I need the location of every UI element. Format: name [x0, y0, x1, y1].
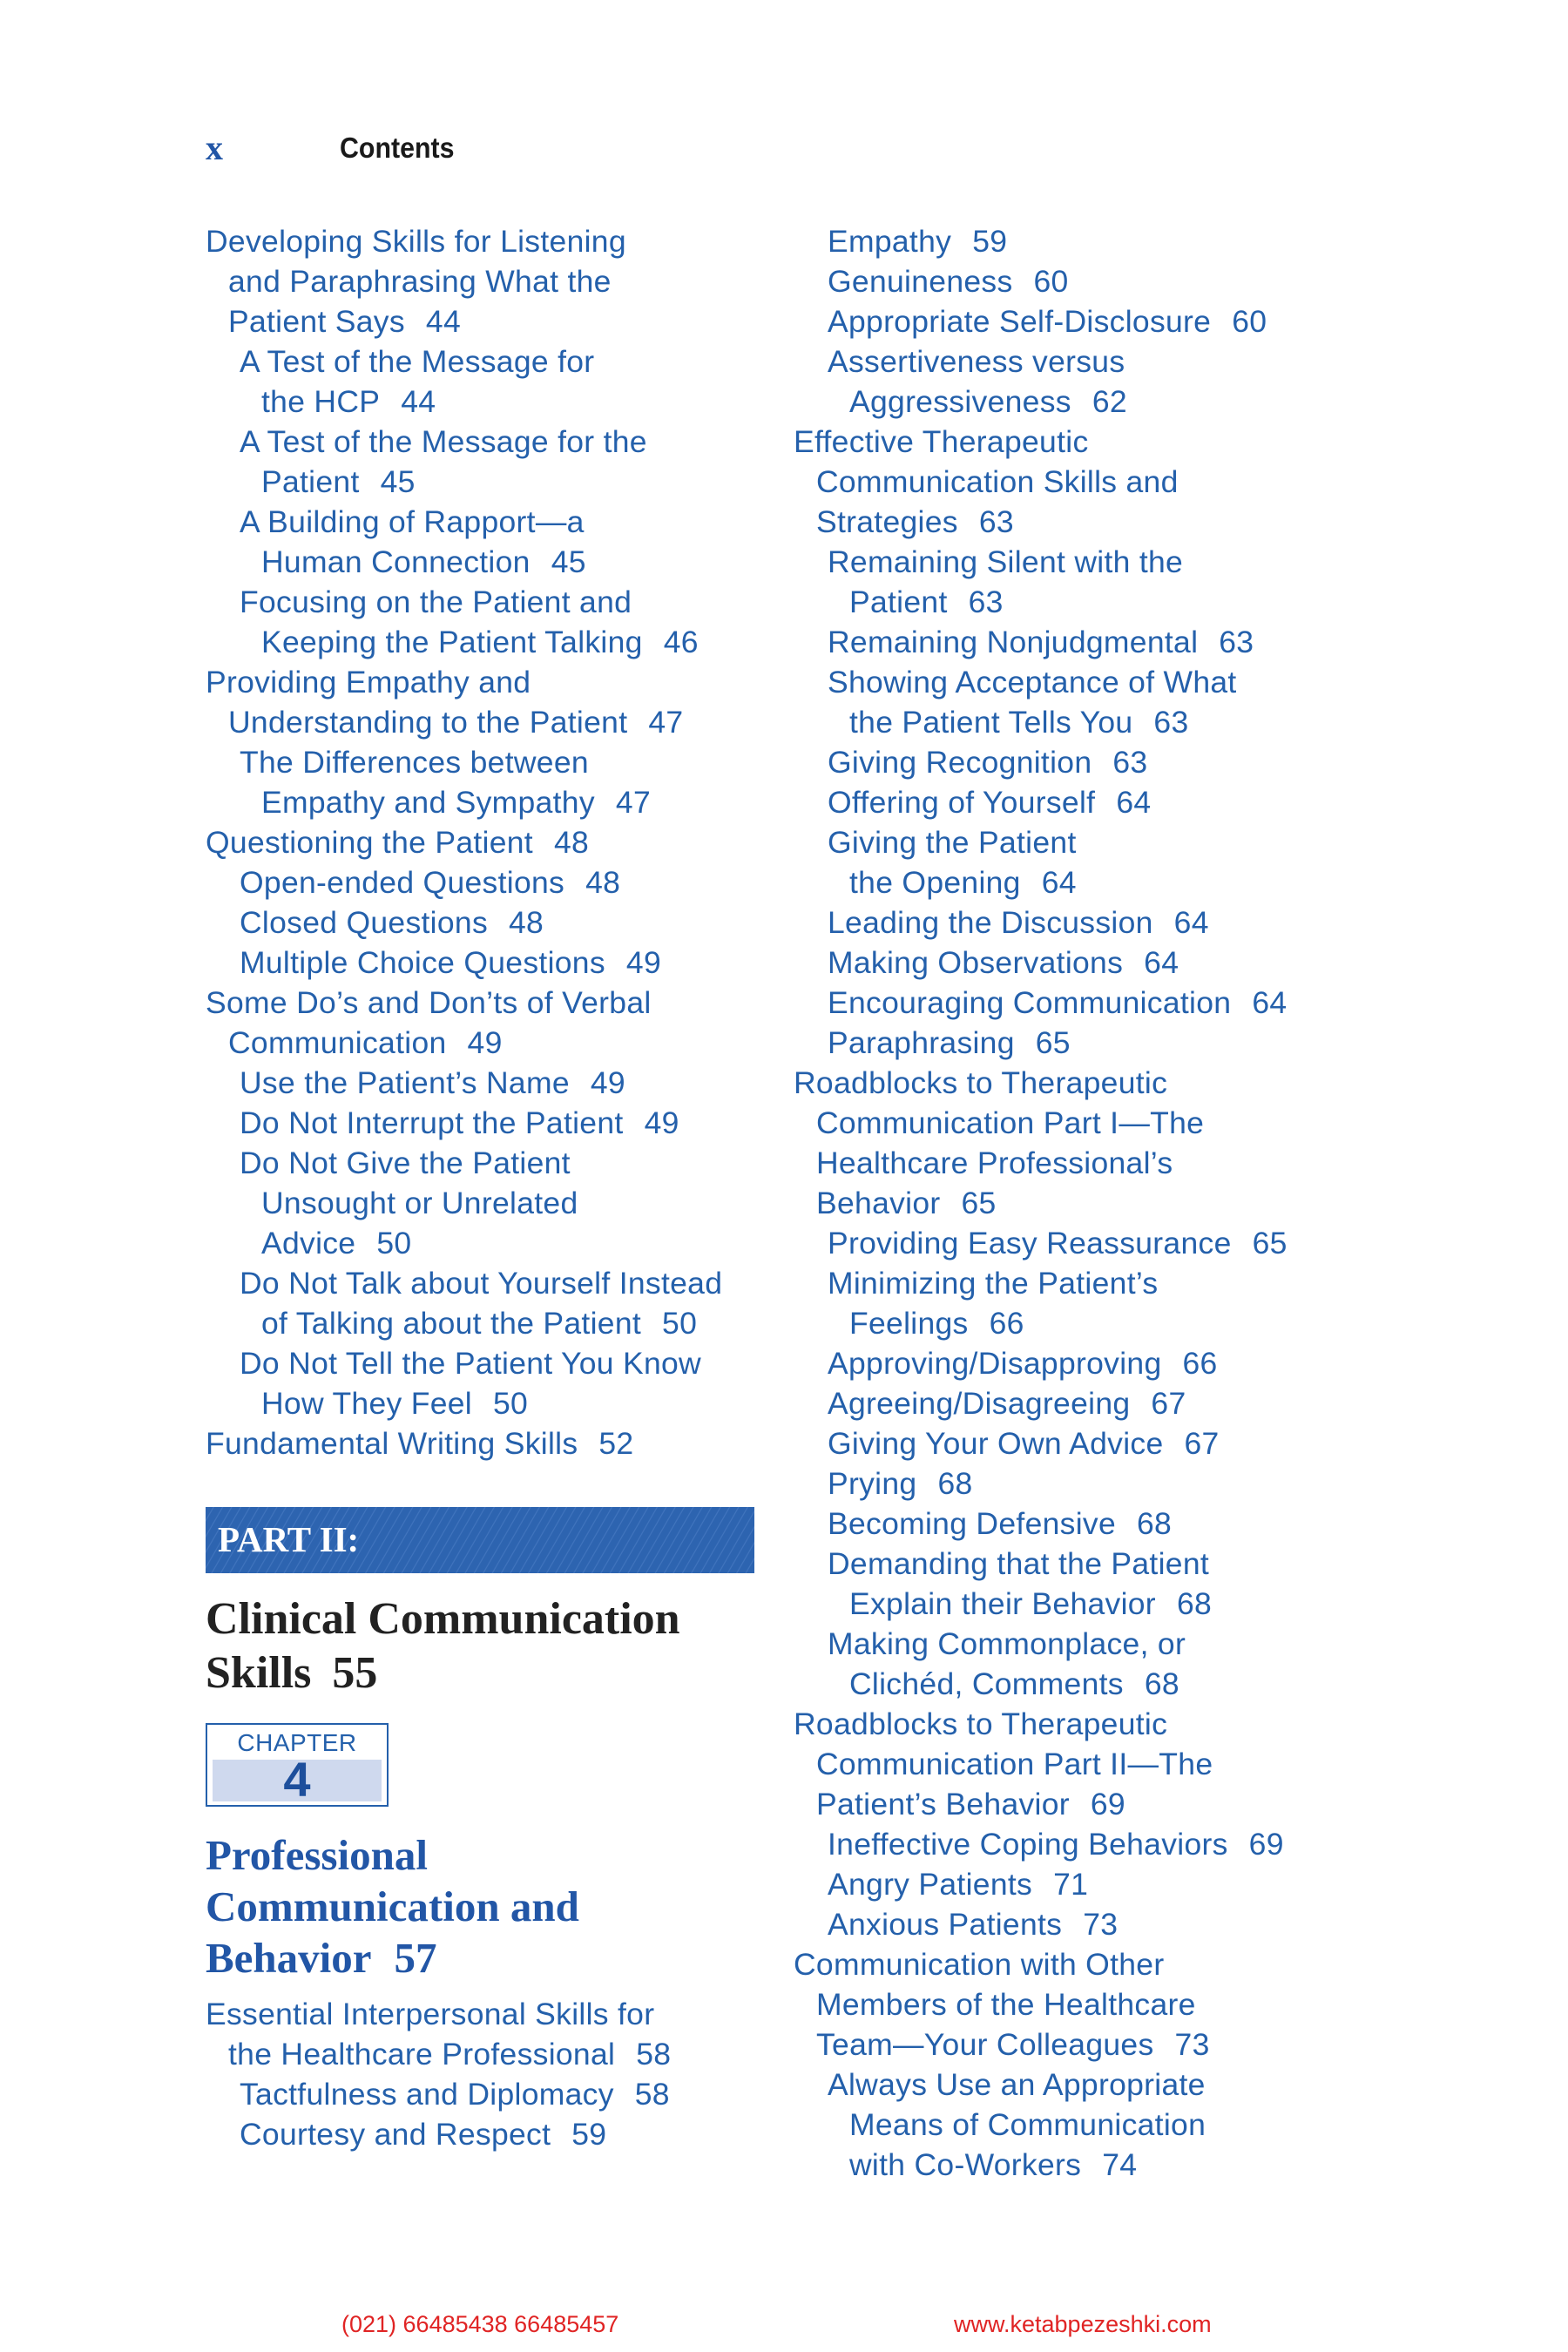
toc-entry-line [240, 382, 763, 422]
toc-subsection-entry[interactable] [206, 341, 763, 422]
page-folio: x [206, 128, 223, 167]
toc-entry-text: Patient’s Behavior [816, 1787, 1070, 1821]
toc-subsection-entry[interactable] [794, 261, 1351, 301]
toc-entry-text: Human Connection [261, 544, 531, 579]
toc-page-number: 49 [644, 1105, 679, 1140]
toc-entry-line [828, 1504, 1351, 1544]
toc-entry-line [828, 1584, 1351, 1624]
toc-subsection-entry[interactable] [794, 782, 1351, 822]
toc-subsection-entry[interactable] [206, 2074, 763, 2114]
toc-subsection-entry[interactable] [794, 341, 1351, 422]
toc-subsection-entry[interactable] [794, 1223, 1351, 1263]
toc-subsection-entry[interactable] [206, 1343, 763, 1423]
toc-page-number: 63 [968, 585, 1004, 619]
toc-entry-line [828, 862, 1351, 902]
toc-entry-line [240, 502, 763, 542]
toc-entry-text: Roadblocks to Therapeutic [794, 1065, 1168, 1100]
toc-subsection-entry[interactable] [794, 1864, 1351, 1904]
toc-entry-text: Do Not Interrupt the Patient [240, 1105, 624, 1140]
toc-entry-text: Healthcare Professional’s [816, 1146, 1173, 1180]
toc-entry-text: Communication Part II—The [816, 1747, 1213, 1781]
toc-entry-text: Multiple Choice Questions [240, 945, 605, 980]
toc-page-number: 50 [376, 1226, 412, 1260]
toc-page-number: 50 [492, 1386, 529, 1421]
toc-subsection-entry[interactable] [794, 1383, 1351, 1423]
toc-subsection-entry[interactable] [794, 1624, 1351, 1704]
toc-subsection-entry[interactable] [206, 422, 763, 502]
chapter-title-text: Behavior [206, 1934, 372, 1982]
toc-page-number: 45 [551, 544, 586, 579]
toc-entries-group [206, 221, 763, 1463]
toc-page-number: 64 [1116, 785, 1152, 820]
toc-entry-text: Minimizing the Patient’s [828, 1266, 1159, 1301]
toc-entry-text: Open-ended Questions [240, 865, 565, 900]
toc-entry-line [240, 1303, 763, 1343]
toc-page-number: 63 [978, 504, 1014, 539]
toc-page-number: 66 [989, 1306, 1024, 1341]
toc-entry-text: Effective Therapeutic [794, 424, 1089, 459]
part-banner [206, 1507, 754, 1573]
toc-right-column [794, 221, 1351, 2185]
toc-page-number: 63 [1153, 705, 1189, 740]
toc-entry-line [794, 1063, 1351, 1103]
toc-entry-text: Prying [828, 1466, 917, 1501]
toc-page-number: 60 [1232, 304, 1267, 339]
toc-entry-text: the Healthcare Professional [228, 2037, 616, 2072]
toc-section-entry[interactable] [206, 822, 763, 862]
part-page-number: 55 [332, 1648, 378, 1698]
toc-entry-text: Giving Your Own Advice [828, 1426, 1164, 1461]
toc-entry-line [828, 1463, 1351, 1504]
toc-page-number: 73 [1174, 2027, 1210, 2062]
toc-subsection-entry[interactable] [206, 2114, 763, 2154]
toc-entry-text: Do Not Talk about Yourself Instead [240, 1266, 723, 1301]
toc-entry-line [206, 662, 763, 702]
toc-entry-text: Showing Acceptance of What [828, 665, 1237, 700]
toc-entry-line [206, 1994, 763, 2034]
toc-entry-text: Making Commonplace, or [828, 1626, 1186, 1661]
toc-page-number: 44 [401, 384, 436, 419]
toc-section-entry[interactable] [794, 422, 1351, 542]
toc-entry-line [240, 1183, 763, 1223]
toc-subsection-entry[interactable] [206, 1263, 763, 1343]
toc-entry-line [240, 341, 763, 382]
toc-entry-text: Means of Communication [849, 2107, 1206, 2142]
toc-page-number: 63 [1112, 745, 1148, 780]
toc-entries-group [794, 221, 1351, 2185]
toc-page-number: 64 [1173, 905, 1209, 940]
toc-entry-line [240, 862, 763, 902]
toc-entry-text: Aggressiveness [849, 384, 1071, 419]
toc-entry-line [828, 382, 1351, 422]
toc-page-number: 68 [1136, 1506, 1173, 1541]
toc-page-number: 68 [937, 1466, 973, 1501]
toc-entry-text: Questioning the Patient [206, 825, 533, 860]
toc-page-number: 65 [1035, 1025, 1071, 1060]
toc-entry-line [240, 1063, 763, 1103]
toc-entry-line [240, 782, 763, 822]
toc-entry-line [794, 1784, 1351, 1824]
toc-entry-line [794, 2024, 1351, 2065]
toc-entry-text: Providing Easy Reassurance [828, 1226, 1232, 1260]
toc-page-number: 60 [1033, 264, 1069, 299]
toc-entry-line [828, 582, 1351, 622]
toc-entry-line [240, 1383, 763, 1423]
toc-entry-line [794, 422, 1351, 462]
toc-page-number: 65 [1252, 1226, 1288, 1260]
toc-entry-text: Making Observations [828, 945, 1124, 980]
toc-subsection-entry[interactable] [206, 742, 763, 822]
toc-entry-line [794, 1744, 1351, 1784]
toc-subsection-entry[interactable] [794, 301, 1351, 341]
toc-section-entry[interactable] [794, 1063, 1351, 1223]
toc-entry-text: Anxious Patients [828, 1907, 1063, 1942]
toc-entry-line [828, 662, 1351, 702]
toc-page-number: 44 [425, 304, 461, 339]
toc-page-number: 58 [636, 2037, 672, 2072]
toc-entry-text: Developing Skills for Listening [206, 224, 626, 259]
toc-entry-text: Agreeing/Disagreeing [828, 1386, 1131, 1421]
toc-subsection-entry[interactable] [206, 1063, 763, 1103]
toc-page-number: 64 [1041, 865, 1077, 900]
toc-entry-line [828, 2145, 1351, 2185]
toc-section-entry[interactable] [206, 221, 763, 341]
toc-entry-text: Remaining Silent with the [828, 544, 1184, 579]
toc-entry-line [828, 1343, 1351, 1383]
toc-entry-text: Communication [228, 1025, 447, 1060]
toc-subsection-entry[interactable] [794, 943, 1351, 983]
toc-subsection-entry[interactable] [794, 742, 1351, 782]
toc-entry-text: A Test of the Message for [240, 344, 595, 379]
toc-page-number: 46 [663, 625, 699, 659]
toc-entry-text: Empathy and Sympathy [261, 785, 595, 820]
toc-page-number: 58 [634, 2077, 670, 2112]
toc-entry-text: with Co-Workers [849, 2147, 1082, 2182]
toc-entry-line [828, 1223, 1351, 1263]
toc-page-number: 52 [598, 1426, 634, 1461]
toc-entry-line [828, 1383, 1351, 1423]
toc-entry-text: Patient [261, 464, 360, 499]
toc-entry-line [240, 622, 763, 662]
toc-entry-text: Paraphrasing [828, 1025, 1015, 1060]
toc-entry-line [240, 742, 763, 782]
toc-entry-line [240, 1343, 763, 1383]
toc-section-entry[interactable] [206, 662, 763, 742]
toc-entry-text: Offering of Yourself [828, 785, 1096, 820]
toc-entry-line [240, 1103, 763, 1143]
toc-entry-text: Explain their Behavior [849, 1586, 1156, 1621]
toc-entry-line [206, 2034, 763, 2074]
toc-entry-text: Encouraging Communication [828, 985, 1232, 1020]
part-title[interactable] [206, 1592, 763, 1700]
toc-page-number: 59 [972, 224, 1008, 259]
toc-entry-line [828, 221, 1351, 261]
toc-entry-text: Essential Interpersonal Skills for [206, 1997, 655, 2031]
toc-entry-line [828, 1423, 1351, 1463]
footer-url[interactable]: www.ketabpezeshki.com [954, 2311, 1212, 2337]
toc-entry-line [206, 1423, 763, 1463]
toc-entry-line [240, 2114, 763, 2154]
toc-page-number: 69 [1248, 1827, 1284, 1862]
toc-entry-line [828, 1023, 1351, 1063]
toc-entries-group [206, 1994, 763, 2154]
toc-entry-text: Strategies [816, 504, 958, 539]
toc-page-number: 59 [571, 2117, 607, 2152]
toc-entry-text: Angry Patients [828, 1867, 1033, 1902]
toc-subsection-entry[interactable] [206, 943, 763, 983]
toc-entry-line [240, 902, 763, 943]
toc-subsection-entry[interactable] [794, 1463, 1351, 1504]
toc-page-number: 49 [590, 1065, 625, 1100]
toc-subsection-entry[interactable] [794, 1343, 1351, 1383]
toc-entry-text: Focusing on the Patient and [240, 585, 632, 619]
toc-entry-line [240, 1223, 763, 1263]
toc-entry-line [828, 782, 1351, 822]
toc-entry-line [240, 582, 763, 622]
toc-entry-line [240, 422, 763, 462]
toc-entry-text: Approving/Disapproving [828, 1346, 1162, 1381]
toc-entry-text: Giving Recognition [828, 745, 1092, 780]
toc-subsection-entry[interactable] [794, 983, 1351, 1023]
toc-entry-line [828, 2105, 1351, 2145]
toc-entry-line [828, 742, 1351, 782]
toc-entry-text: the HCP [261, 384, 381, 419]
toc-entry-line [828, 542, 1351, 582]
toc-entry-line [828, 902, 1351, 943]
toc-entry-line [794, 1143, 1351, 1183]
toc-entry-line [828, 1864, 1351, 1904]
toc-page-number: 49 [625, 945, 661, 980]
toc-page-number: 68 [1176, 1586, 1213, 1621]
toc-subsection-entry[interactable] [206, 902, 763, 943]
toc-entry-line [206, 221, 763, 261]
toc-entry-text: Some Do’s and Don’ts of Verbal [206, 985, 652, 1020]
toc-entry-text: of Talking about the Patient [261, 1306, 642, 1341]
toc-page-number: 66 [1182, 1346, 1218, 1381]
toc-entry-text: Patient Says [228, 304, 405, 339]
toc-entry-line [206, 261, 763, 301]
toc-entry-text: Use the Patient’s Name [240, 1065, 570, 1100]
toc-entry-line [828, 943, 1351, 983]
toc-entry-line [828, 1263, 1351, 1303]
toc-entry-text: A Test of the Message for the [240, 424, 647, 459]
toc-page-number: 45 [380, 464, 416, 499]
toc-page-number: 67 [1151, 1386, 1186, 1421]
toc-subsection-entry[interactable] [794, 1824, 1351, 1864]
toc-subsection-entry[interactable] [206, 862, 763, 902]
toc-subsection-entry[interactable] [794, 622, 1351, 662]
toc-page-number: 49 [467, 1025, 503, 1060]
toc-subsection-entry[interactable] [206, 502, 763, 582]
toc-entry-line [206, 301, 763, 341]
toc-entry-text: Roadblocks to Therapeutic [794, 1707, 1168, 1741]
running-head: Contents [340, 132, 455, 164]
toc-subsection-entry[interactable] [794, 1904, 1351, 1944]
toc-section-entry[interactable] [206, 983, 763, 1063]
toc-entry-text: and Paraphrasing What the [228, 264, 612, 299]
toc-entry-line [828, 1664, 1351, 1704]
toc-subsection-entry[interactable] [206, 582, 763, 662]
toc-entry-text: Understanding to the Patient [228, 705, 628, 740]
toc-page-number: 47 [648, 705, 684, 740]
toc-subsection-entry[interactable] [794, 662, 1351, 742]
toc-entry-text: Ineffective Coping Behaviors [828, 1827, 1228, 1862]
toc-page-number: 71 [1053, 1867, 1089, 1902]
toc-entry-line [240, 1143, 763, 1183]
toc-entry-text: Fundamental Writing Skills [206, 1426, 578, 1461]
toc-page-number: 48 [585, 865, 621, 900]
toc-entry-line [206, 822, 763, 862]
toc-entry-line [240, 943, 763, 983]
chapter-title[interactable] [206, 1829, 763, 1984]
toc-section-entry[interactable] [794, 1704, 1351, 1824]
toc-entry-line [794, 1944, 1351, 1984]
toc-entry-line [828, 702, 1351, 742]
chapter-box [206, 1723, 389, 1807]
chapter-page-number: 57 [394, 1934, 437, 1982]
toc-entry-line [828, 2065, 1351, 2105]
toc-entry-line [828, 341, 1351, 382]
toc-entry-line [794, 1704, 1351, 1744]
toc-subsection-entry[interactable] [794, 221, 1351, 261]
footer-phone: (021) 66485438 66485457 [341, 2311, 619, 2337]
toc-page-number: 62 [1092, 384, 1127, 419]
toc-subsection-entry[interactable] [794, 2065, 1351, 2185]
toc-entry-line [828, 1824, 1351, 1864]
toc-entry-text: Appropriate Self-Disclosure [828, 304, 1212, 339]
part-title-line: Clinical Communication [206, 1594, 680, 1644]
toc-page-number: 48 [553, 825, 590, 860]
toc-entry-text: Tactfulness and Diplomacy [240, 2077, 614, 2112]
toc-entry-line [828, 1544, 1351, 1584]
toc-entry-line [794, 1103, 1351, 1143]
toc-page-number: 48 [509, 905, 544, 940]
toc-entry-line [828, 261, 1351, 301]
toc-page-number: 65 [961, 1186, 997, 1220]
toc-entry-text: Giving the Patient [828, 825, 1077, 860]
toc-page-number: 63 [1219, 625, 1254, 659]
toc-entry-text: Feelings [849, 1306, 969, 1341]
chapter-title-line: Professional [206, 1831, 428, 1879]
toc-entry-text: Communication Part I—The [816, 1105, 1205, 1140]
toc-section-entry[interactable] [794, 1944, 1351, 2065]
toc-entry-text: Members of the Healthcare [816, 1987, 1196, 2022]
toc-entry-line [206, 983, 763, 1023]
chapter-word: CHAPTER [237, 1729, 357, 1756]
toc-page-number: 64 [1252, 985, 1288, 1020]
toc-section-entry[interactable] [206, 1423, 763, 1463]
toc-entry-line [828, 1624, 1351, 1664]
toc-entry-line [240, 542, 763, 582]
toc-subsection-entry[interactable] [794, 1423, 1351, 1463]
toc-page-number: 73 [1083, 1907, 1119, 1942]
toc-entry-text: Becoming Defensive [828, 1506, 1116, 1541]
toc-entry-text: Leading the Discussion [828, 905, 1153, 940]
toc-entry-text: Providing Empathy and [206, 665, 531, 700]
toc-page-number: 74 [1102, 2147, 1138, 2182]
toc-entry-text: A Building of Rapport—a [240, 504, 585, 539]
toc-entry-line [828, 1904, 1351, 1944]
toc-entry-text: the Opening [849, 865, 1021, 900]
toc-entry-line [828, 983, 1351, 1023]
toc-entry-text: Do Not Tell the Patient You Know [240, 1346, 701, 1381]
toc-page-number: 68 [1144, 1666, 1179, 1701]
toc-entry-text: Always Use an Appropriate [828, 2067, 1206, 2102]
toc-entry-line [828, 822, 1351, 862]
toc-entry-line [206, 702, 763, 742]
toc-page-number: 67 [1184, 1426, 1220, 1461]
toc-entry-text: Do Not Give the Patient [240, 1146, 571, 1180]
toc-page-number: 47 [615, 785, 651, 820]
toc-entry-text: Communication Skills and [816, 464, 1179, 499]
toc-subsection-entry[interactable] [206, 1103, 763, 1143]
toc-left-column [206, 221, 763, 2154]
toc-entry-text: Unsought or Unrelated [261, 1186, 578, 1220]
toc-entry-text: How They Feel [261, 1386, 472, 1421]
toc-entry-text: The Differences between [240, 745, 589, 780]
chapter-title-line-last [206, 1932, 763, 1984]
toc-entry-text: Closed Questions [240, 905, 489, 940]
toc-subsection-entry[interactable] [794, 1504, 1351, 1544]
toc-entry-line [240, 2074, 763, 2114]
toc-section-entry[interactable] [206, 1994, 763, 2074]
toc-entry-text: Advice [261, 1226, 356, 1260]
toc-entry-text: Assertiveness versus [828, 344, 1125, 379]
toc-entry-text: Keeping the Patient Talking [261, 625, 643, 659]
part-title-line-last [206, 1646, 763, 1700]
toc-entry-line [794, 502, 1351, 542]
toc-entry-line [240, 462, 763, 502]
toc-subsection-entry[interactable] [794, 1263, 1351, 1343]
toc-entry-line [794, 1183, 1351, 1223]
toc-entry-text: Communication with Other [794, 1947, 1165, 1982]
toc-entry-line [794, 1984, 1351, 2024]
toc-page-number: 50 [662, 1306, 698, 1341]
toc-entry-text: the Patient Tells You [849, 705, 1133, 740]
toc-entry-text: Courtesy and Respect [240, 2117, 551, 2152]
toc-entry-line [794, 462, 1351, 502]
toc-entry-text: Empathy [828, 224, 952, 259]
chapter-number: 4 [283, 1752, 311, 1807]
toc-entry-text: Remaining Nonjudgmental [828, 625, 1199, 659]
toc-entry-line [828, 301, 1351, 341]
toc-entry-line [828, 1303, 1351, 1343]
toc-entry-text: Demanding that the Patient [828, 1546, 1210, 1581]
toc-entry-text: Clichéd, Comments [849, 1666, 1124, 1701]
toc-subsection-entry[interactable] [206, 1143, 763, 1263]
toc-subsection-entry[interactable] [794, 1544, 1351, 1624]
toc-entry-line [828, 622, 1351, 662]
toc-entry-text: Genuineness [828, 264, 1013, 299]
toc-entry-line [240, 1263, 763, 1303]
toc-page-number: 64 [1144, 945, 1179, 980]
part-title-text: Skills [206, 1648, 312, 1698]
toc-page-number: 69 [1090, 1787, 1125, 1821]
toc-subsection-entry[interactable] [794, 1023, 1351, 1063]
toc-subsection-entry[interactable] [794, 822, 1351, 902]
toc-entry-text: Team—Your Colleagues [816, 2027, 1154, 2062]
toc-entry-text: Patient [849, 585, 948, 619]
toc-entry-line [206, 1023, 763, 1063]
chapter-title-line: Communication and [206, 1882, 579, 1930]
toc-subsection-entry[interactable] [794, 542, 1351, 622]
toc-entry-text: Behavior [816, 1186, 941, 1220]
toc-subsection-entry[interactable] [794, 902, 1351, 943]
part-label: PART II: [218, 1519, 360, 1559]
